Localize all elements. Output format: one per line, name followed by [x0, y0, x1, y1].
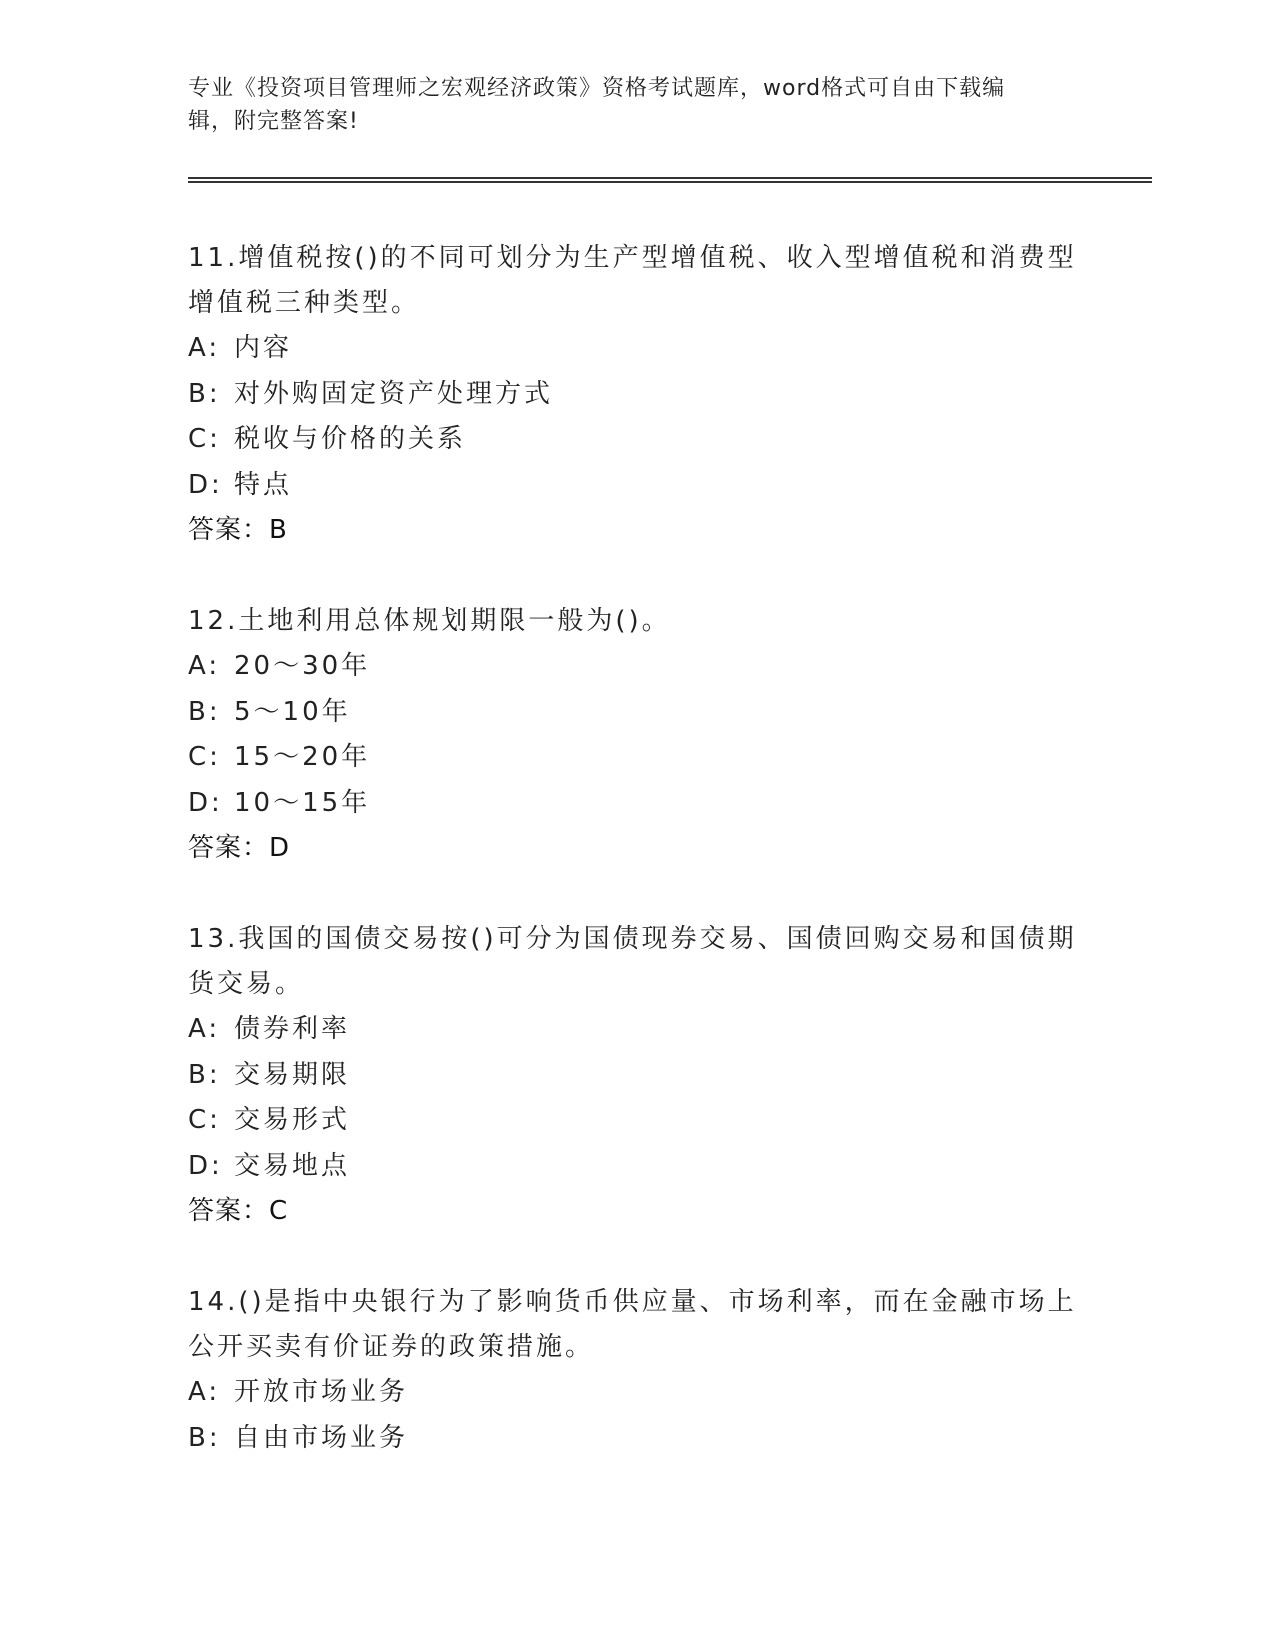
answer-line — [188, 1189, 1078, 1234]
option-text: 特点 — [234, 469, 293, 500]
option-letter: D: — [188, 787, 223, 818]
document-header — [188, 72, 1078, 138]
question-stem — [188, 599, 1078, 644]
question-14 — [188, 1280, 1078, 1461]
option-b — [188, 1053, 1078, 1099]
question-stem-line: 13.我国的国债交易按()可分为国债现券交易、国债回购交易和国债期 — [188, 924, 1077, 954]
option-a — [188, 1007, 1078, 1053]
option-a — [188, 644, 1078, 690]
option-text: 20～30年 — [234, 651, 371, 681]
question-11 — [188, 236, 1078, 553]
option-text: 5～10年 — [234, 696, 351, 727]
option-d — [188, 463, 1078, 509]
header-divider-top — [188, 177, 1152, 179]
answer-line — [188, 508, 1078, 553]
option-letter: B: — [188, 696, 221, 727]
answer-label: 答案： — [188, 1196, 270, 1226]
option-letter: A: — [188, 1377, 221, 1407]
answer-line — [188, 826, 1078, 871]
answer-value: C — [269, 1196, 288, 1226]
answer-label: 答案： — [188, 833, 270, 863]
option-text: 10～15年 — [234, 787, 371, 818]
option-text: 15～20年 — [234, 742, 371, 772]
option-text: 债券利率 — [234, 1014, 351, 1044]
question-12 — [188, 599, 1078, 871]
option-a — [188, 1370, 1078, 1416]
option-letter: A: — [188, 333, 221, 363]
option-text: 交易期限 — [234, 1059, 351, 1090]
question-stem-line: 货交易。 — [188, 969, 305, 999]
option-text: 开放市场业务 — [234, 1377, 409, 1407]
option-letter: B: — [188, 1422, 221, 1453]
option-d — [188, 781, 1078, 827]
question-stem-line: 增值税三种类型。 — [188, 288, 421, 318]
option-text: 自由市场业务 — [234, 1422, 409, 1453]
question-stem-line: 14.()是指中央银行为了影响货币供应量、市场利率，而在金融市场上 — [188, 1287, 1077, 1317]
option-letter: D: — [188, 469, 223, 500]
header-line-1: 专业《投资项目管理师之宏观经济政策》资格考试题库，word格式可自由下载编 — [188, 76, 1006, 101]
option-a — [188, 326, 1078, 372]
option-b — [188, 690, 1078, 736]
answer-value: B — [269, 515, 287, 545]
option-letter: A: — [188, 1014, 221, 1044]
option-b — [188, 1416, 1078, 1462]
question-stem — [188, 236, 1078, 326]
question-stem — [188, 1280, 1078, 1370]
header-line-2: 辑，附完整答案! — [188, 109, 359, 134]
option-c — [188, 735, 1078, 781]
header-divider-bottom — [188, 181, 1152, 183]
option-c — [188, 417, 1078, 463]
option-text: 内容 — [234, 333, 293, 363]
question-stem-line: 12.土地利用总体规划期限一般为()。 — [188, 606, 671, 636]
question-stem-line: 11.增值税按()的不同可划分为生产型增值税、收入型增值税和消费型 — [188, 243, 1077, 273]
option-text: 交易形式 — [234, 1105, 351, 1135]
option-text: 税收与价格的关系 — [234, 424, 467, 454]
question-stem-line: 公开买卖有价证券的政策措施。 — [188, 1332, 595, 1362]
question-stem — [188, 917, 1078, 1007]
option-c — [188, 1098, 1078, 1144]
option-letter: A: — [188, 651, 221, 681]
option-letter: C: — [188, 742, 221, 772]
option-letter: D: — [188, 1150, 223, 1181]
option-letter: B: — [188, 1059, 221, 1090]
option-letter: B: — [188, 378, 221, 409]
option-text: 交易地点 — [234, 1150, 351, 1181]
question-list — [188, 236, 1078, 1507]
answer-label: 答案： — [188, 515, 270, 545]
answer-value: D — [269, 833, 290, 863]
option-letter: C: — [188, 424, 221, 454]
question-13 — [188, 917, 1078, 1234]
option-d — [188, 1144, 1078, 1190]
option-letter: C: — [188, 1105, 221, 1135]
option-b — [188, 372, 1078, 418]
option-text: 对外购固定资产处理方式 — [234, 378, 554, 409]
